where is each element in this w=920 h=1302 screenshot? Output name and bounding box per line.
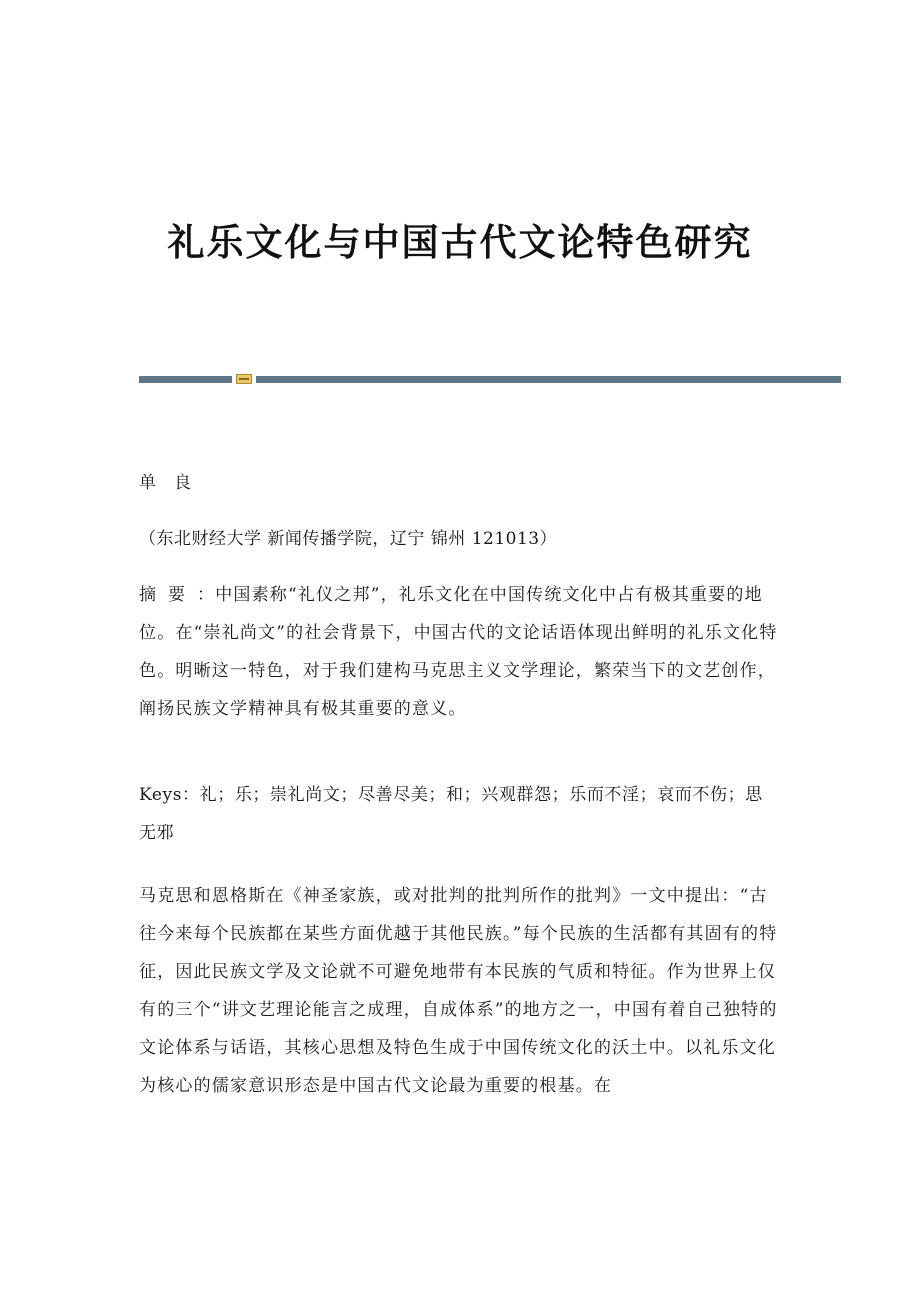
abstract [139, 576, 779, 728]
abstract-label: 摘要 [139, 585, 197, 605]
abstract-text: 中国素称“礼仪之邦”，礼乐文化在中国传统文化中占有极其重要的地位。在“崇礼尚文”的社会背景下，中国古代的文论话语体现出鲜明的礼乐文化特色。明晰这一特色，对于我们建构马克思主义文学理论，繁荣当下的文艺创作，阐扬民族文学精神具有极其重要的意义。 [139, 585, 778, 719]
divider-bar-left [139, 376, 232, 383]
document-title: 礼乐文化与中国古代文论特色研究 [167, 220, 753, 264]
divider-bar-right [256, 376, 841, 383]
body-paragraph: 马克思和恩格斯在《神圣家族，或对批判的批判所作的批判》一文中提出：“古往今来每个民族都在某些方面优越于其他民族。”每个民族的生活都有其固有的特征，因此民族文学及文论就不可避免地带有本民族的气质和特征。作为世界上仅有的三个“讲文艺理论能言之成理，自成体系”的地方之一，中国有着自己独特的文论体系与话语，其核心思想及特色生成于中国传统文化的沃土中。以礼乐文化为核心的儒家意识形态是中国古代文论最为重要的根基。在 [139, 886, 778, 1096]
author-affiliation: （东北财经大学 新闻传播学院，辽宁 锦州 121013） [139, 529, 558, 549]
abstract-colon: ： [197, 585, 216, 605]
divider-ornament-icon [236, 374, 252, 384]
keywords: Keys：礼；乐；崇礼尚文；尽善尽美；和；兴观群怨；乐而不淫；哀而不伤；思无邪 [139, 785, 763, 843]
title-divider [139, 374, 841, 384]
author-name: 单良 [139, 473, 209, 493]
